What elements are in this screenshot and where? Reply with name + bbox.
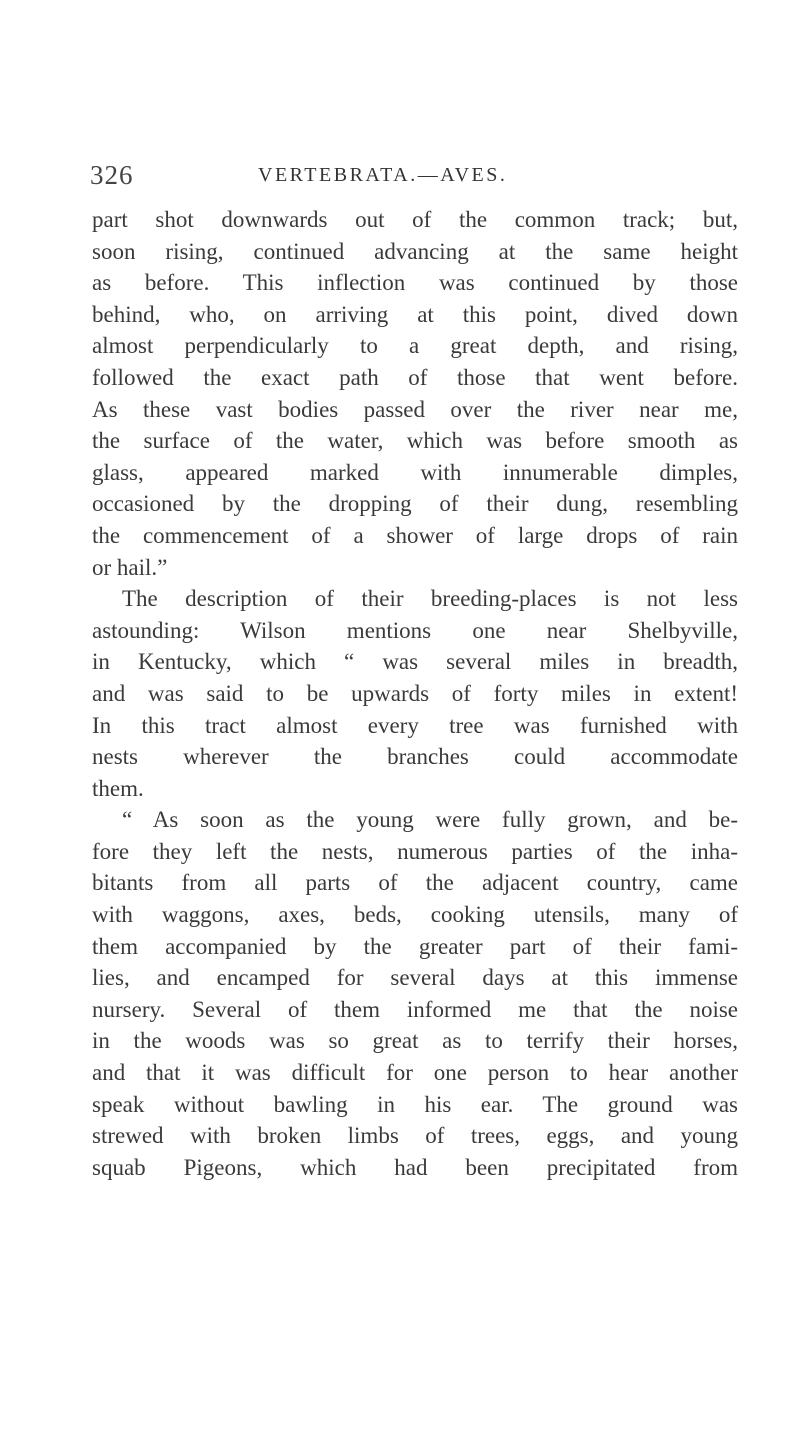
text-line: bitants from all parts of the adjacent country, came bbox=[92, 870, 738, 896]
page-number: 326 bbox=[90, 160, 134, 190]
text-line: glass, appeared marked with innumerable dimples, bbox=[92, 459, 738, 485]
text-line: in Kentucky, which “ was several miles in breadth, bbox=[92, 649, 738, 675]
text-line: speak without bawling in his ear. The ground was bbox=[92, 1091, 738, 1117]
text-line: the surface of the water, which was before smooth as bbox=[92, 428, 738, 454]
text-line: as before. This inflection was continued by those bbox=[92, 270, 738, 296]
text-line: nests wherever the branches could accommodate bbox=[92, 744, 738, 770]
text-line: in the woods was so great as to terrify their horses, bbox=[92, 1028, 738, 1054]
text-line: squab Pigeons, which had been precipitated from bbox=[92, 1154, 738, 1180]
text-line: followed the exact path of those that went before. bbox=[92, 364, 738, 390]
paragraph-start-line: The description of their breeding-places is not less bbox=[122, 586, 738, 612]
text-line: them. bbox=[92, 775, 144, 801]
text-line: and that it was difficult for one person to hear another bbox=[92, 1060, 738, 1086]
text-line: strewed with broken limbs of trees, eggs, and young bbox=[92, 1123, 738, 1149]
text-line: them accompanied by the greater part of their fami- bbox=[92, 933, 738, 959]
paragraph-start-line: “ As soon as the young were fully grown, and be- bbox=[122, 807, 738, 833]
text-line: behind, who, on arriving at this point, dived down bbox=[92, 301, 738, 327]
text-line: astounding: Wilson mentions one near Shelbyville, bbox=[92, 617, 738, 643]
text-line: fore they left the nests, numerous parties of the inha- bbox=[92, 838, 738, 864]
text-line: almost perpendicularly to a great depth, and rising, bbox=[92, 333, 738, 359]
text-line: occasioned by the dropping of their dung, resembling bbox=[92, 491, 738, 517]
text-line: and was said to be upwards of forty miles in extent! bbox=[92, 680, 738, 706]
text-line: nursery. Several of them informed me that the noise bbox=[92, 996, 738, 1022]
running-head bbox=[90, 160, 740, 196]
text-line: In this tract almost every tree was furnished with bbox=[92, 712, 738, 738]
text-line: part shot downwards out of the common track; but, bbox=[92, 207, 738, 232]
running-title: VERTEBRATA.—AVES. bbox=[258, 164, 508, 186]
text-line: lies, and encamped for several days at this immense bbox=[92, 965, 738, 991]
text-line: As these vast bodies passed over the river near me, bbox=[92, 396, 738, 422]
text-line: or hail.” bbox=[92, 554, 168, 580]
text-line: soon rising, continued advancing at the same height bbox=[92, 238, 738, 264]
text-line: the commencement of a shower of large drops of rain bbox=[92, 522, 738, 548]
text-line: with waggons, axes, beds, cooking utensils, many of bbox=[92, 902, 738, 928]
body-text bbox=[92, 204, 738, 1183]
